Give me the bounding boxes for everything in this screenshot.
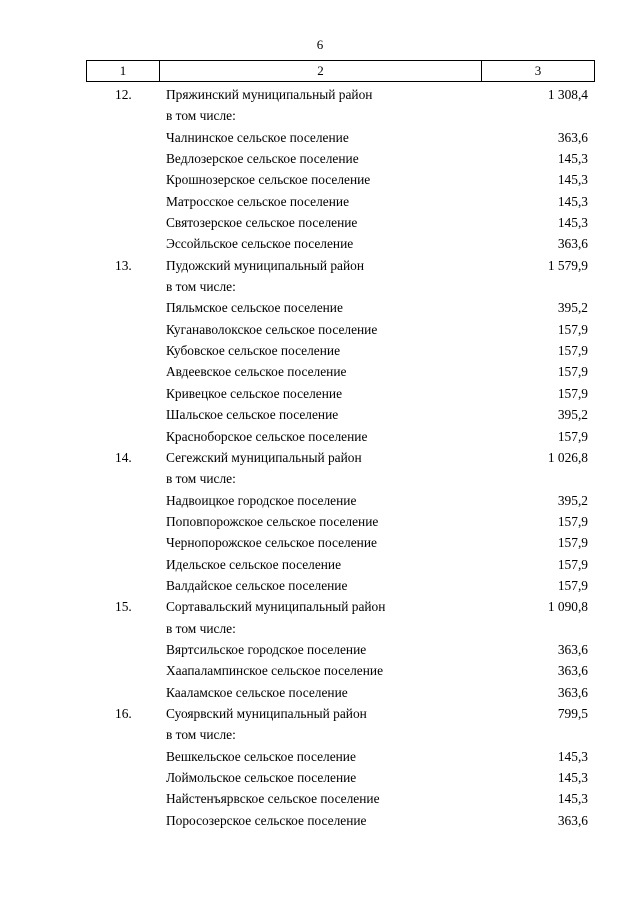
- table-row: [0, 169, 640, 190]
- row-name: Хаапалампинское сельское поселение: [166, 663, 384, 679]
- table-row: [0, 703, 640, 724]
- row-number: 15.: [115, 599, 132, 615]
- table-row: [0, 596, 640, 617]
- row-value: 363,6: [557, 663, 588, 679]
- row-name: Сегежский муниципальный район: [166, 449, 362, 465]
- header-col-2: 2: [160, 61, 482, 82]
- row-name: в том числе:: [166, 727, 236, 743]
- table-row: [0, 618, 640, 639]
- row-name: Ведлозерское сельское поселение: [166, 151, 359, 167]
- row-value: 145,3: [557, 151, 588, 167]
- table-row: [0, 532, 640, 553]
- row-name: в том числе:: [166, 279, 236, 295]
- header-col-3: 3: [482, 61, 595, 82]
- table-row: [0, 297, 640, 318]
- row-value: 1 579,9: [547, 257, 588, 273]
- table-row: [0, 404, 640, 425]
- table-row: [0, 340, 640, 361]
- row-name: Кааламское сельское поселение: [166, 684, 348, 700]
- row-name: Чернопорожское сельское поселение: [166, 535, 377, 551]
- table-row: [0, 724, 640, 745]
- row-value: 363,6: [557, 641, 588, 657]
- row-name: Кубовское сельское поселение: [166, 343, 341, 359]
- table-row: [0, 660, 640, 681]
- table-row: [0, 810, 640, 831]
- table-row: [0, 383, 640, 404]
- row-value: 157,9: [557, 577, 588, 593]
- row-name: Матросское сельское поселение: [166, 193, 350, 209]
- row-name: Лоймольское сельское поселение: [166, 770, 357, 785]
- row-name: Чалнинское сельское поселение: [166, 129, 349, 145]
- page-number: 6: [316, 37, 324, 52]
- table-row: [0, 426, 640, 447]
- row-name: Поповпорожское сельское поселение: [166, 513, 379, 529]
- table-row: [0, 105, 640, 126]
- table-row: [0, 361, 640, 382]
- table-row: [0, 255, 640, 276]
- table-body: [0, 84, 640, 831]
- row-name: Идельское сельское поселение: [166, 556, 342, 572]
- row-value: 145,3: [557, 215, 588, 231]
- row-value: 157,9: [557, 385, 588, 401]
- row-value: 157,9: [557, 428, 588, 444]
- table-row: [0, 276, 640, 297]
- row-value: 157,9: [557, 343, 588, 359]
- table-row: [0, 127, 640, 148]
- row-value: 799,5: [557, 705, 588, 721]
- row-name: в том числе:: [166, 471, 236, 487]
- row-name: Шальское сельское поселение: [166, 407, 339, 423]
- table-row: [0, 575, 640, 596]
- row-name: Пяльмское сельское поселение: [166, 300, 343, 316]
- table-row: [0, 468, 640, 489]
- table-row: [0, 682, 640, 703]
- row-value: 157,9: [557, 321, 588, 337]
- row-value: 363,6: [557, 236, 588, 252]
- table-row: [0, 746, 640, 767]
- table-row: [0, 148, 640, 169]
- row-name: Валдайское сельское поселение: [166, 577, 348, 593]
- row-value: 157,9: [557, 556, 588, 572]
- table-row: [0, 639, 640, 660]
- table-row: [0, 319, 640, 340]
- table-row: [0, 490, 640, 511]
- table-row: [0, 233, 640, 254]
- row-number: 14.: [115, 449, 132, 465]
- header-col-1: 1: [87, 61, 160, 82]
- row-name: Святозерское сельское поселение: [166, 215, 358, 231]
- row-value: 1 308,4: [547, 87, 588, 102]
- row-value: 157,9: [557, 513, 588, 529]
- row-name: Пудожский муниципальный район: [166, 257, 365, 273]
- header-row: [87, 61, 595, 82]
- row-name: Суоярвский муниципальный район: [166, 705, 367, 721]
- row-name: Красноборское сельское поселение: [166, 428, 368, 444]
- row-name: Поросозерское сельское поселение: [166, 812, 367, 828]
- row-name: Найстенъярвское сельское поселение: [166, 791, 380, 807]
- table-row: [0, 767, 640, 788]
- table-row: [0, 212, 640, 233]
- row-name: в том числе:: [166, 108, 236, 124]
- row-value: 1 026,8: [547, 449, 588, 465]
- row-value: 395,2: [557, 407, 588, 423]
- row-value: 395,2: [557, 300, 588, 316]
- row-value: 157,9: [557, 535, 588, 551]
- row-value: 145,3: [557, 791, 588, 807]
- table-header: [86, 60, 595, 82]
- table-row: [0, 191, 640, 212]
- row-name: Пряжинский муниципальный район: [166, 87, 373, 102]
- row-name: Куганаволокское сельское поселение: [166, 321, 378, 337]
- table-row: [0, 554, 640, 575]
- row-value: 145,3: [557, 172, 588, 188]
- row-value: 395,2: [557, 492, 588, 508]
- row-value: 145,3: [557, 748, 588, 764]
- row-number: 13.: [115, 257, 132, 273]
- table-row: [0, 84, 640, 105]
- row-value: 363,6: [557, 684, 588, 700]
- row-value: 1 090,8: [547, 599, 588, 615]
- row-number: 12.: [115, 87, 132, 102]
- row-name: Эссойльское сельское поселение: [166, 236, 354, 252]
- row-name: Сортавальский муниципальный район: [166, 599, 386, 615]
- table-row: [0, 447, 640, 468]
- row-value: 363,6: [557, 129, 588, 145]
- row-number: 16.: [115, 705, 132, 721]
- row-name: Кривецкое сельское поселение: [166, 385, 343, 401]
- row-name: Вешкельское сельское поселение: [166, 748, 356, 764]
- row-name: Надвоицкое городское поселение: [166, 492, 357, 508]
- row-name: в том числе:: [166, 620, 236, 636]
- table-row: [0, 788, 640, 809]
- row-value: 363,6: [557, 812, 588, 828]
- row-name: Крошнозерское сельское поселение: [166, 172, 371, 188]
- row-name: Авдеевское сельское поселение: [166, 364, 347, 380]
- row-value: 145,3: [557, 193, 588, 209]
- table-row: [0, 511, 640, 532]
- row-value: 145,3: [557, 770, 588, 785]
- row-name: Вяртсильское городское поселение: [166, 641, 367, 657]
- row-value: 157,9: [557, 364, 588, 380]
